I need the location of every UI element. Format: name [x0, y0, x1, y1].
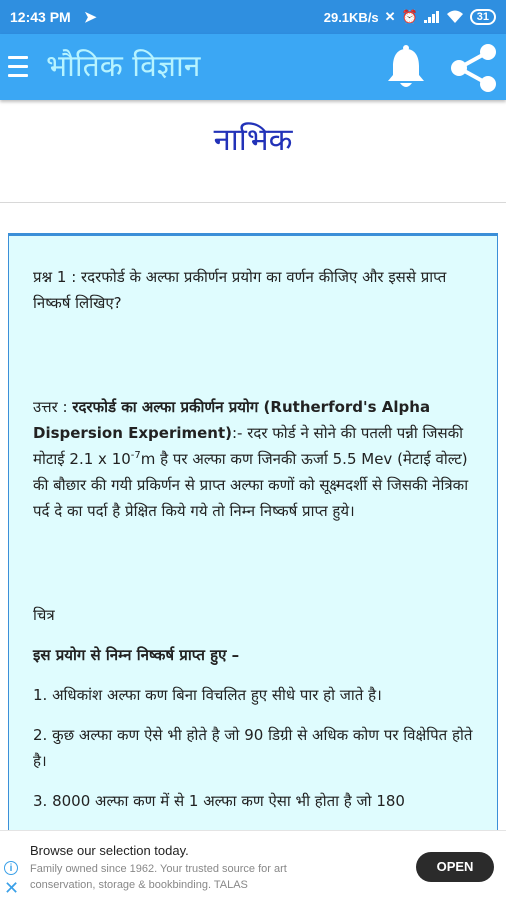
answer-label: उत्तर : — [33, 398, 73, 416]
alarm-icon: ⏰ — [401, 9, 418, 24]
ad-title[interactable]: Browse our selection today. — [30, 843, 189, 858]
point-2: 2. कुछ अल्फा कण ऐसे भी होते है जो 90 डिग्री से अधिक कोण पर विक्षेपित होते है। — [33, 726, 473, 770]
battery-icon: 31 — [470, 9, 496, 25]
status-bar — [0, 0, 506, 34]
answer-superscript: -7 — [130, 450, 141, 461]
status-right — [324, 9, 496, 25]
chapter-title: नाभिक — [213, 122, 293, 158]
divider — [0, 202, 506, 203]
point-1: 1. अधिकांश अल्फा कण बिना विचलित हुए सीधे पार हो जाते है। — [33, 686, 382, 704]
status-time: 12:43 PM — [10, 9, 71, 25]
share-icon[interactable] — [448, 42, 498, 94]
ad-close-icon[interactable]: ✕ — [4, 878, 20, 898]
mute-icon: ✕ — [384, 9, 396, 24]
menu-icon[interactable] — [8, 54, 32, 80]
answer-paragraph — [33, 394, 479, 524]
wifi-icon — [446, 10, 464, 24]
content-card[interactable] — [8, 233, 498, 853]
ad-open-button[interactable]: OPEN — [416, 852, 494, 882]
question-text: प्रश्न 1 : रदरफोर्ड के अल्फा प्रकीर्णन प्रयोग का वर्णन कीजिए और इससे प्राप्त निष्कर्ष लिखिए? — [33, 268, 447, 312]
answer-heading: रदरफोर्ड का अल्फा प्रकीर्णन प्रयोग (Rutherford's Alpha Dispersion Experiment) — [33, 398, 431, 442]
telegram-icon: ➤ — [84, 9, 97, 26]
point-3: 3. 8000 अल्फा कण में से 1 अल्फा कण ऐसा भी होता है जो 180 — [33, 792, 405, 810]
app-bar — [0, 34, 506, 100]
ad-banner[interactable] — [0, 830, 506, 901]
conclusions-heading: इस प्रयोग से निम्न निष्कर्ष प्राप्त हुए – — [33, 646, 240, 664]
content-text — [33, 264, 479, 814]
signal-icon — [424, 11, 440, 23]
bell-icon[interactable] — [384, 42, 428, 92]
answer-text-part1: :- रदर फोर्ड ने सोने की पतली पन्नी जिसकी मोटाई 2.1 x 10 — [33, 424, 464, 468]
answer-text-part2: m है पर अल्फा कण जिनकी ऊर्जा 5.5 Mev (मेटाई वोल्ट) की बौछार की गयी प्रकिर्णन से प्राप्त अल्फा कणों को सूक्ष्मदर्शी से जिसकी नेत्रिका पर्द दे का पर्दा है प्रेक्षित किये गये तो निम्न निष्कर्ष प्राप्त हुये। — [33, 450, 469, 520]
network-speed: 29.1KB/s — [323, 9, 379, 25]
ad-info-icon[interactable]: i — [4, 861, 18, 875]
figure-label: चित्र — [33, 606, 55, 624]
app-title: भौतिक विज्ञान — [46, 49, 201, 84]
ad-description: Family owned since 1962. Your trusted source for art conservation, storage & bookbinding. TALAS — [30, 863, 287, 891]
